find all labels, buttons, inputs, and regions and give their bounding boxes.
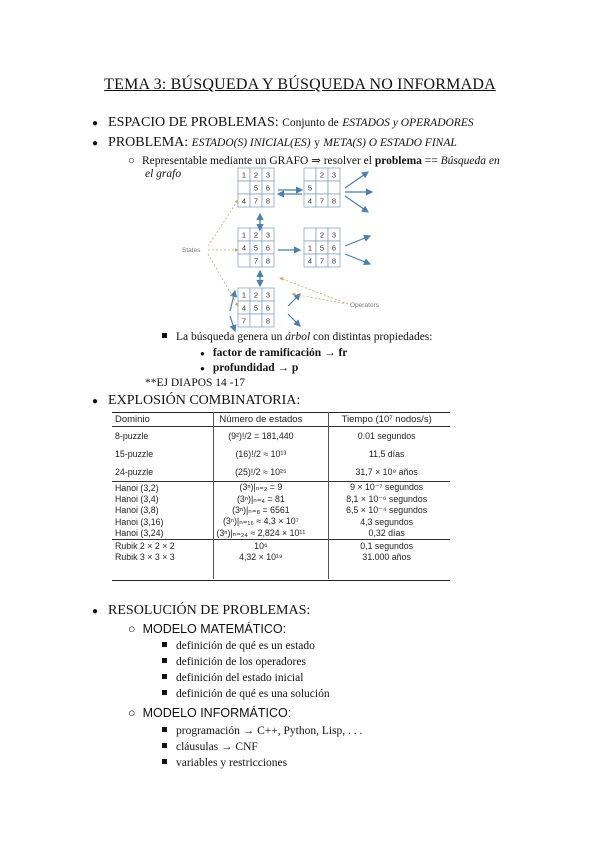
sub1-eq: == <box>424 155 438 167</box>
cell-estados: (3ⁿ)|ₙ₌₂₄ ≈ 2,824 × 10¹¹ <box>216 527 306 538</box>
list-item-text: variables y restricciones <box>176 757 288 769</box>
grid-cell: 5 <box>253 183 259 193</box>
cell-estados: (3ⁿ)|ₙ₌₁₆ ≈ 4,3 × 10⁷ <box>222 516 299 527</box>
explosion-label: EXPLOSIÓN COMBINATORIA: <box>108 393 301 408</box>
list-item-text: cláusulas → CNF <box>176 741 258 753</box>
bullet-espacio: ● ESPACIO DE PROBLEMAS: Conjunto de ESTADOS y OPERADORES <box>92 115 474 130</box>
resolucion-label: RESOLUCIÓN DE PROBLEMAS: <box>108 603 311 618</box>
cell-estados: (25)!/2 ≈ 10²⁵ <box>235 467 287 477</box>
states-label: States <box>182 247 201 254</box>
cell-dominio: 24-puzzle <box>115 467 154 477</box>
grid-cell: 8 <box>331 256 337 266</box>
factor-label: factor de ramificación → fr <box>212 347 348 359</box>
table-row <box>112 482 450 494</box>
grid-cell: 6 <box>331 243 337 253</box>
sub1-text: Representable mediante un GRAFO ⇒ resolver el <box>141 155 372 167</box>
sub2-text2: con distintas propiedades: <box>313 331 433 343</box>
cell-estados: (3ⁿ)|ₙ₌₈ = 6561 <box>232 504 290 515</box>
problema-em2: META(S) O ESTADO FINAL <box>323 137 457 149</box>
cell-estados: (16)!/2 ≈ 10¹³ <box>235 449 287 459</box>
espacio-text: Conjunto de <box>282 117 339 129</box>
grid-cell: 1 <box>241 290 247 300</box>
table-row <box>112 505 450 516</box>
table-row <box>112 551 450 562</box>
cell-estados: (3ⁿ)|ₙ₌₄ = 81 <box>236 493 285 504</box>
cell-tiempo: 0,1 segundos <box>323 539 450 551</box>
grid-cell: 7 <box>319 256 325 266</box>
bullet-explosion: ● EXPLOSIÓN COMBINATORIA: <box>92 393 301 408</box>
table-col-divider-1 <box>213 412 214 579</box>
grid-cell: 5 <box>253 243 259 253</box>
grid-cell: 5 <box>253 303 259 313</box>
informatico-label: MODELO INFORMÁTICO: <box>142 706 292 720</box>
problema-em1: ESTADO(S) INICIAL(ES) <box>191 137 311 149</box>
state-graph-figure <box>180 166 380 334</box>
grid-cell: 8 <box>265 196 271 206</box>
page-title: TEMA 3: BÚSQUEDA Y BÚSQUEDA NO INFORMADA <box>104 76 496 93</box>
cell-tiempo: 9 × 10⁻⁷ segundos <box>323 482 450 494</box>
espacio-label: ESPACIO DE PROBLEMAS: <box>108 115 279 130</box>
header-estados: Número de estados <box>198 412 323 427</box>
list-item <box>162 688 330 700</box>
grid-cell: 1 <box>241 170 247 180</box>
grid-cell: 6 <box>265 303 271 313</box>
grid-cell: 4 <box>241 303 247 313</box>
grid-cell: 3 <box>331 230 337 240</box>
cell-dominio: 8-puzzle <box>115 431 149 441</box>
bullet-problema: ● PROBLEMA: ESTADO(S) INICIAL(ES) y META(S) O ESTADO FINAL <box>92 135 457 150</box>
problema-and: y <box>314 137 320 149</box>
espacio-em: ESTADOS y OPERADORES <box>342 117 474 129</box>
matematico-label: MODELO MATEMÁTICO: <box>142 622 287 636</box>
grid-cell: 8 <box>331 196 337 206</box>
profundidad-label: profundidad → p <box>212 362 299 374</box>
header-tiempo: Tiempo (10⁷ nodos/s) <box>323 412 450 427</box>
grid-cell: 4 <box>307 196 313 206</box>
diapos-note: **EJ DIAPOS 14 -17 <box>145 377 245 389</box>
grid-cell: 2 <box>253 290 259 300</box>
cell-tiempo: 8,1 × 10⁻⁶ segundos <box>346 493 428 504</box>
bullet-resolucion: ● RESOLUCIÓN DE PROBLEMAS: <box>92 603 311 618</box>
cell-tiempo: 0,32 días <box>368 528 405 539</box>
list-item <box>162 741 258 753</box>
list-item-text: definición de qué es una solución <box>176 688 330 700</box>
grid-cell: 4 <box>307 256 313 266</box>
grid-cell: 7 <box>241 316 247 326</box>
header-dominio: Dominio <box>112 412 198 427</box>
puzzle-grid <box>238 288 274 327</box>
grid-cell: 8 <box>265 316 271 326</box>
list-item-text: definición de qué es un estado <box>176 640 315 652</box>
grid-cell: 4 <box>241 243 247 253</box>
list-item <box>162 640 315 652</box>
table-row <box>112 539 450 551</box>
grid-cell: 2 <box>319 230 325 240</box>
sub2-text1: La búsqueda genera un <box>176 331 283 343</box>
grid-cell: 5 <box>307 183 313 193</box>
cell-dominio: 15-puzzle <box>115 449 154 459</box>
operators-label: Operators <box>350 302 379 309</box>
table-row <box>112 463 450 482</box>
list-item-text: definición del estado inicial <box>176 672 304 684</box>
grid-cell: 3 <box>265 170 271 180</box>
sub-factor: ● factor de ramificación → fr <box>200 347 348 359</box>
table-row <box>112 516 450 527</box>
grid-cell: 2 <box>253 230 259 240</box>
cell-tiempo: 31.000 años <box>362 552 411 563</box>
combinatorial-table <box>112 412 450 563</box>
puzzle-grid <box>238 168 274 207</box>
cell-tiempo: 11,5 días <box>368 449 405 459</box>
puzzle-grid <box>304 168 340 207</box>
table-row <box>112 427 450 446</box>
grid-cell: 2 <box>253 170 259 180</box>
grid-cell: 6 <box>265 183 271 193</box>
sub1-em2: el grafo <box>145 168 182 180</box>
list-item-text: definición de los operadores <box>176 656 306 668</box>
table-row <box>112 493 450 504</box>
cell-dominio: Rubik 2 × 2 × 2 <box>112 539 198 551</box>
table-row <box>112 445 450 463</box>
cell-tiempo: 4,3 segundos <box>360 516 414 527</box>
grid-cell: 8 <box>265 256 271 266</box>
cell-dominio: Hanoi (3,2) <box>112 482 198 494</box>
table-header-row <box>112 412 450 427</box>
grid-cell: 2 <box>319 170 325 180</box>
grid-cell: 7 <box>253 196 259 206</box>
cell-estados: (9²)!/2 = 181,440 <box>228 431 294 441</box>
grid-cell: 3 <box>265 230 271 240</box>
cell-dominio: Hanoi (3,8) <box>115 505 159 516</box>
puzzle-grid <box>238 228 274 267</box>
problema-label: PROBLEMA: <box>108 135 189 150</box>
cell-dominio: Hanoi (3,4) <box>115 494 159 505</box>
list-item <box>162 725 362 737</box>
grid-cell: 3 <box>265 290 271 300</box>
list-item <box>162 672 303 684</box>
table-row <box>112 528 450 540</box>
cell-dominio: Rubik 3 × 3 × 3 <box>115 552 175 563</box>
modelo-matematico: ○ MODELO MATEMÁTICO: <box>128 622 287 636</box>
cell-tiempo: 0.01 segundos <box>357 431 416 441</box>
cell-tiempo: 6,5 × 10⁻⁴ segundos <box>346 504 428 515</box>
table-col-divider-2 <box>328 412 329 579</box>
grid-cell: 3 <box>331 170 337 180</box>
list-item <box>162 757 287 769</box>
grid-cell: 1 <box>241 230 247 240</box>
cell-tiempo: 31,7 × 10⁹ años <box>355 467 418 477</box>
grid-cell: 1 <box>307 243 313 253</box>
modelo-informatico: ○ MODELO INFORMÁTICO: <box>128 706 292 720</box>
sub-representable: ○ Representable mediante un GRAFO ⇒ resolver el problema == Búsqueda en <box>128 155 500 167</box>
sub-profundidad: ● profundidad → p <box>200 362 299 374</box>
sub1-em: Búsqueda en <box>440 155 500 167</box>
cell-estados: 10⁶ <box>198 539 323 551</box>
sub-busqueda-arbol <box>162 331 432 343</box>
grid-cell: 5 <box>319 243 325 253</box>
cell-dominio: Hanoi (3,16) <box>115 516 164 527</box>
grid-cell: 4 <box>241 196 247 206</box>
sub2-em: árbol <box>285 331 311 343</box>
sub1-bold: problema <box>374 155 422 167</box>
cell-estados: 4,32 × 10¹⁹ <box>239 552 283 563</box>
grid-cell: 7 <box>319 196 325 206</box>
list-item <box>162 656 306 668</box>
grid-cell: 6 <box>265 243 271 253</box>
cell-dominio: Hanoi (3,24) <box>115 528 164 539</box>
cell-estados: (3ⁿ)|ₙ₌₂ = 9 <box>198 482 323 494</box>
puzzle-grid <box>304 228 340 267</box>
grid-cell: 7 <box>253 256 259 266</box>
list-item-text: programación → C++, Python, Lisp, . . . <box>176 725 363 737</box>
